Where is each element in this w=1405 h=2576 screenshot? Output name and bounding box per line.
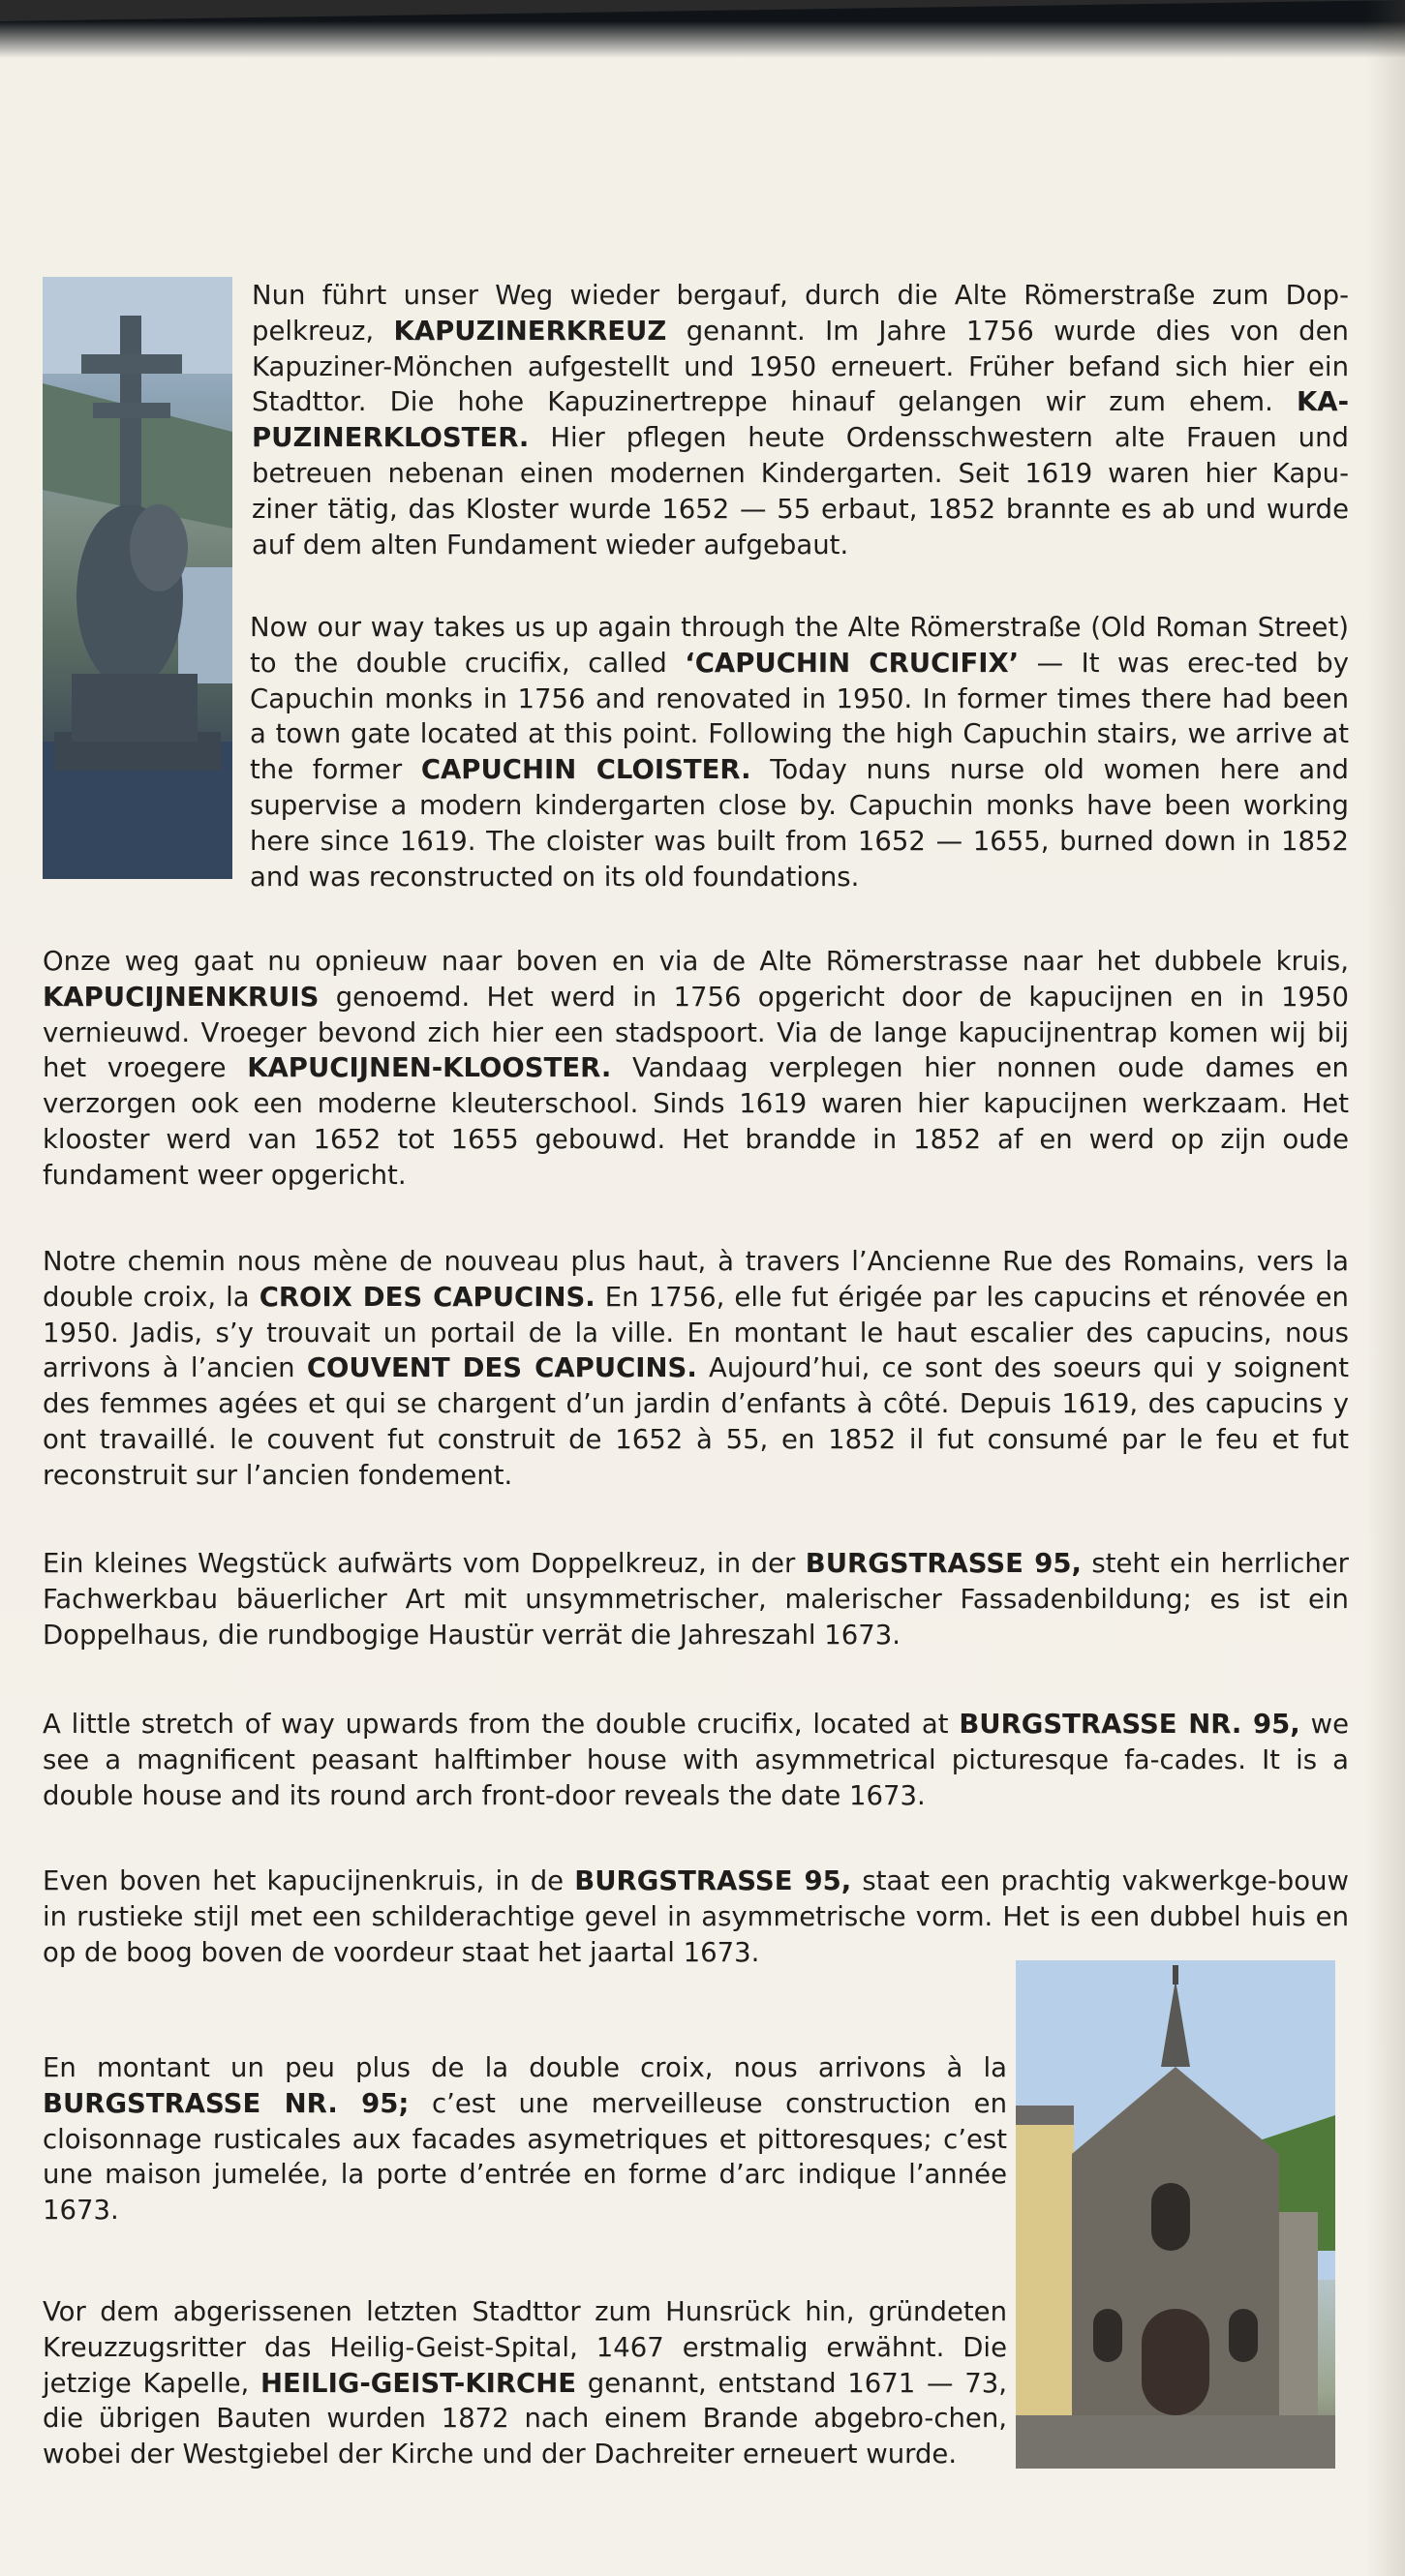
paragraph-de-heilig-geist [43, 2294, 1007, 2472]
paragraph-text-run: Even boven het kapucijnenkruis, in de [43, 1865, 575, 1896]
paragraph-text-run: A little stretch of way upwards from the double crucifix, located at [43, 1709, 960, 1740]
bold-landmark-name: KAPUCIJNEN-KLOOSTER. [247, 1052, 612, 1084]
bold-landmark-name: COUVENT DES CAPUCINS. [306, 1352, 697, 1384]
paragraph-nl-burgstrasse [43, 1864, 1349, 1970]
paragraph-text-run: En 1756, elle fut érigée par les capucins et rénovée en 1950. Jadis, s’y trouvait un portail de la ville. En montant le haut escalier des capucins, nous arrivons à l’ancien [43, 1281, 1349, 1384]
bold-landmark-name: BURGSTRASSE NR. 95, [959, 1709, 1300, 1740]
bold-landmark-name: BURGSTRASSE 95, [574, 1865, 852, 1896]
paragraph-text-run: genoemd. Het werd in 1756 opgericht door de kapucijnen en in 1950 vernieuwd. Vroeger bevond zich hier een stadspoort. Via de lange kapucijnentrap komen wij bij het vroegere [43, 981, 1349, 1084]
paragraph-text-run: Aujourd’hui, ce sont des soeurs qui y soignent des femmes agées et qui se chargent d’un jardin d’enfants à côté. Depuis 1619, des capucins y ont travaillé. le couvent fut construit de 1652 à 55, en 1852 il fut consumé par le feu et fut reconstruit sur l’ancien fondement. [43, 1352, 1349, 1491]
paragraph-text-run: Today nuns nurse old women here and supervise a modern kindergarten close by. Capuchin monks have been working here since 1619. The cloister was built from 1652 — 1655, burned down in 1852 and was reconstructed on its old foundations. [250, 754, 1349, 893]
paragraph-fr-burgstrasse [43, 2050, 1007, 2228]
paragraph-text-run: Nun führt unser Weg wieder bergauf, durch die Alte Römerstraße zum Dop-pelkreuz, [252, 280, 1349, 347]
paragraph-text-run: En montant un peu plus de la double croix, nous arrivons à la [43, 2052, 1007, 2083]
crucifix-illustration [43, 277, 232, 879]
bold-landmark-name: ‘CAPUCHIN CRUCIFIX’ [685, 647, 1020, 679]
page-edge-shadow [1366, 0, 1405, 2576]
paragraph-text-run: staat een prachtig vakwerkge-bouw in rustieke stijl met een schilderachtige gevel in asymmetrische vorm. Het is een dubbel huis en op de boog boven de voordeur staat het jaartal 1673. [43, 1865, 1349, 1968]
paragraph-text-run: steht ein herrlicher Fachwerkbau bäuerlicher Art mit unsymmetrischer, malerischer Fassadenbildung; es ist ein Doppelhaus, die rundbogige Haustür verrät die Jahreszahl 1673. [43, 1548, 1349, 1651]
paragraph-text-run: Onze weg gaat nu opnieuw naar boven en via de Alte Römerstrasse naar het dubbele kruis, [43, 946, 1349, 977]
paragraph-text-run: Vor dem abgerissenen letzten Stadttor zum Hunsrück hin, gründeten Kreuzzugsritter das Heilig-Geist-Spital, 1467 erstmalig erwähnt. Die jetzige Kapelle, [43, 2296, 1007, 2399]
bold-landmark-name: HEILIG-GEIST-KIRCHE [260, 2367, 577, 2399]
paragraph-text-run: Hier pflegen heute Ordensschwestern alte Frauen und betreuen nebenan einen modernen Kindergarten. Seit 1619 waren hier Kapu-ziner tätig, das Kloster wurde 1652 — 55 erbaut, 1852 brannte es ab und wurde auf dem alten Fundament wieder aufgebaut. [252, 422, 1349, 561]
bold-landmark-name: KAPUZINERKREUZ [393, 315, 667, 347]
bold-landmark-name: KAPUCIJNENKRUIS [43, 981, 320, 1013]
paragraph-nl-capuchin [43, 944, 1349, 1194]
bold-landmark-name: CROIX DES CAPUCINS. [259, 1281, 596, 1313]
paragraph-de-capuchin [252, 278, 1349, 562]
heilig-geist-kirche-photo [1016, 1960, 1335, 2469]
paragraph-text-run: c’est une merveilleuse construction en cloisonnage rusticales aux facades asymetriques et pittoresques; c’est une maison jumelée, la porte d’entrée en forme d’arc indique l’année 1673. [43, 2087, 1007, 2227]
paragraph-en-burgstrasse [43, 1707, 1349, 1813]
paragraph-text-run: Ein kleines Wegstück aufwärts vom Doppelkreuz, in der [43, 1548, 806, 1579]
bold-landmark-name: CAPUCHIN CLOISTER. [420, 754, 751, 786]
paragraph-text-run: genannt, entstand 1671 — 73, die übrigen Bauten wurden 1872 nach einem Brande abgebro-chen, wobei der Westgiebel der Kirche und der Dachreiter erneuert wurde. [43, 2367, 1007, 2470]
crucifix-statue-photo [43, 277, 232, 879]
paragraph-en-capuchin [250, 610, 1349, 894]
bold-landmark-name: KA-PUZINERKLOSTER. [252, 386, 1349, 454]
paragraph-text-run: Vandaag verplegen hier nonnen oude dames en verzorgen ook een moderne kleuterschool. Sinds 1619 waren hier kapucijnen werkzaam. Het klooster werd van 1652 tot 1655 gebouwd. Het brandde in 1852 af en werd op zijn oude fundament weer opgericht. [43, 1052, 1349, 1191]
paragraph-text-run: Notre chemin nous mène de nouveau plus haut, à travers l’Ancienne Rue des Romains, vers la double croix, la [43, 1246, 1349, 1313]
bold-landmark-name: BURGSTRASSE 95, [805, 1548, 1082, 1579]
paragraph-fr-capuchin [43, 1244, 1349, 1494]
church-illustration [1016, 1960, 1335, 2469]
paragraph-text-run: — It was erec-ted by Capuchin monks in 1756 and renovated in 1950. In former times there had been a town gate located at this point. Following the high Capuchin stairs, we arrive at the former [250, 647, 1349, 786]
paragraph-text-run: we see a magnificent peasant halftimber house with asymmetrical picturesque fa-cades. It is a double house and its round arch front-door reveals the date 1673. [43, 1709, 1349, 1811]
bold-landmark-name: BURGSTRASSE NR. 95; [43, 2087, 410, 2119]
paragraph-text-run: Now our way takes us up again through the Alte Römerstraße (Old Roman Street) to the double crucifix, called [250, 612, 1349, 679]
paragraph-de-burgstrasse [43, 1546, 1349, 1652]
paragraph-text-run: genannt. Im Jahre 1756 wurde dies von den Kapuziner-Mönchen aufgestellt und 1950 erneuert. Früher befand sich hier ein Stadttor. Die hohe Kapuzinertreppe hinauf gelangen wir zum ehem. [252, 315, 1349, 418]
